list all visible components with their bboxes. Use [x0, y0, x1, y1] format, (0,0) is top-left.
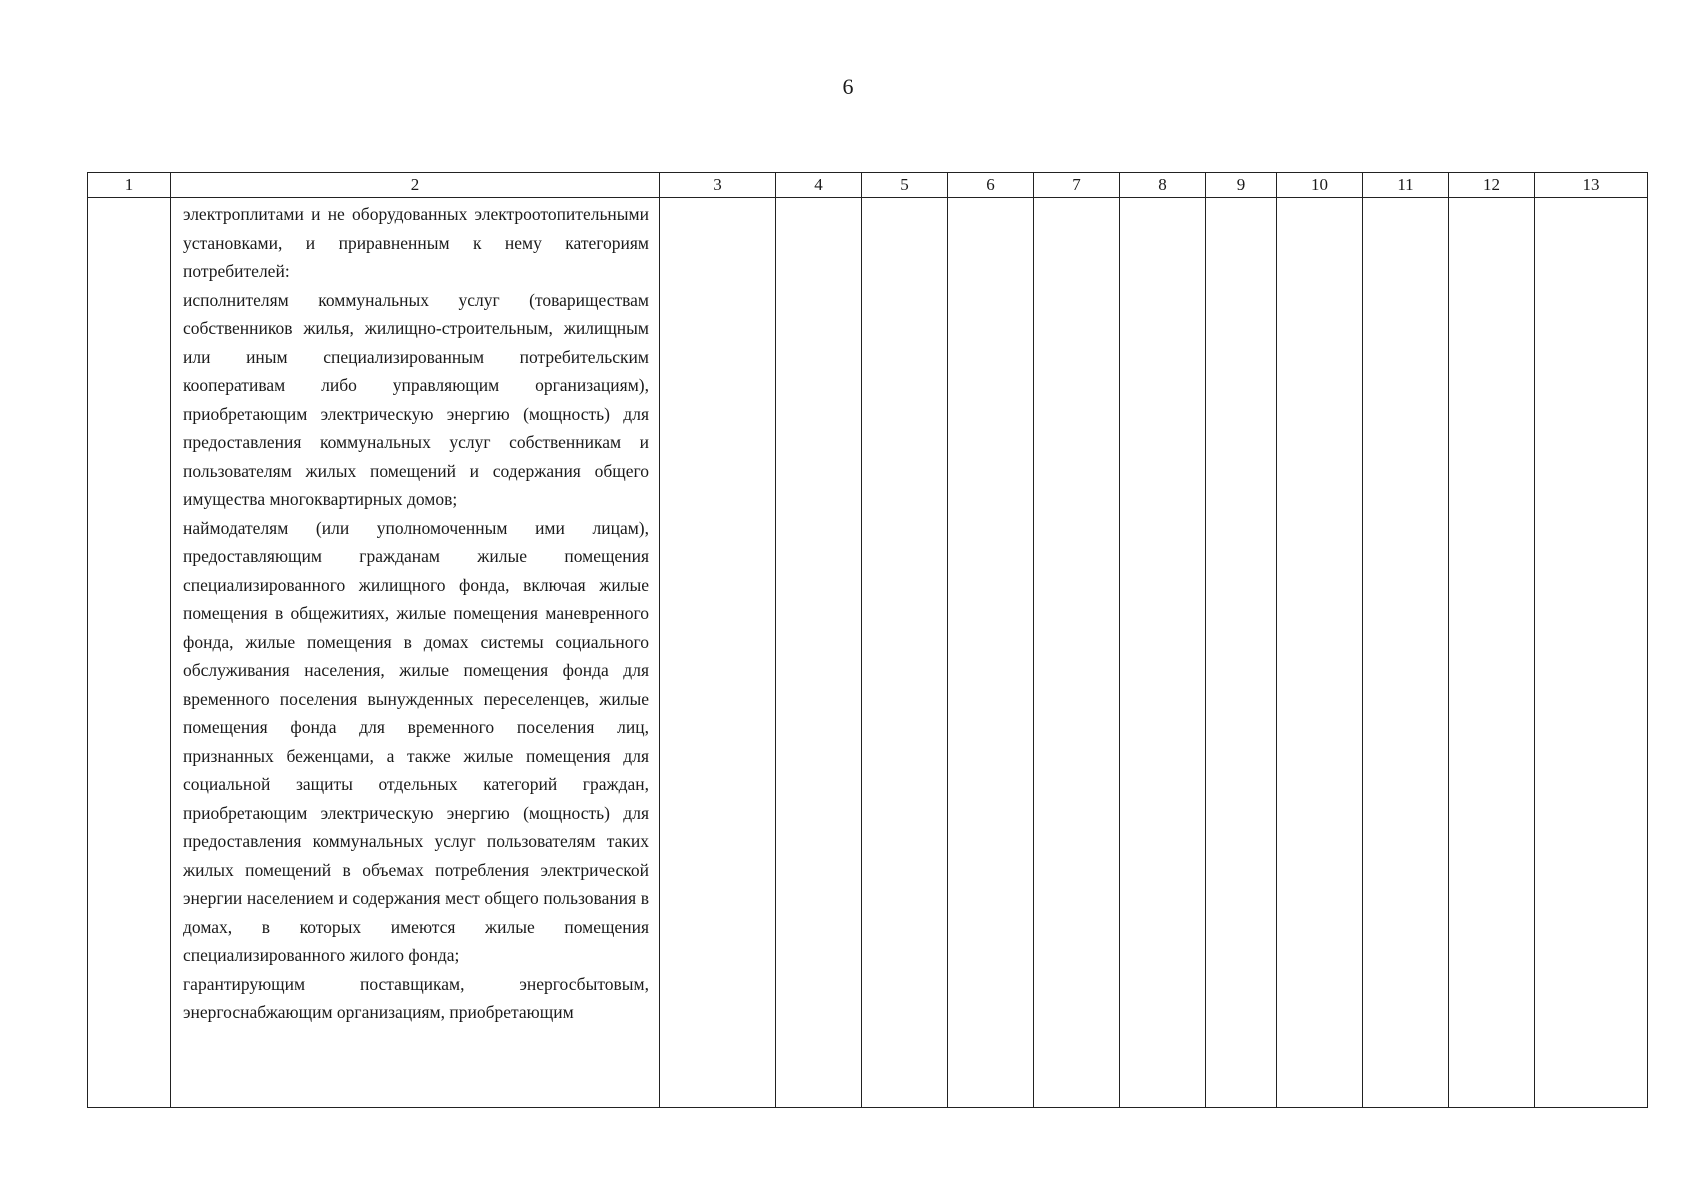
cell-col-6	[948, 198, 1034, 1108]
cell-col-1	[88, 198, 171, 1108]
column-number-header: 6	[948, 173, 1034, 198]
cell-col-13	[1535, 198, 1648, 1108]
tariff-table	[87, 172, 1648, 1108]
cell-col-10	[1277, 198, 1363, 1108]
description-paragraph: наймодателям (или уполномоченным ими лицам), предоставляющим гражданам жилые помещения специализированного жилищного фонда, включая жилые помещения в общежитиях, жилые помещения маневренного фонда, жилые помещения в домах системы социального обслуживания населения, жилые помещения фонда для временного поселения вынужденных переселенцев, жилые помещения фонда для временного поселения лиц, признанных беженцами, а также жилые помещения для социальной защиты отдельных категорий граждан, приобретающим электрическую энергию (мощность) для предоставления коммунальных услуг пользователям таких жилых помещений в объемах потребления электрической энергии населением и содержания мест общего пользования в домах, в которых имеются жилые помещения специализированного жилого фонда;	[183, 517, 649, 965]
cell-col-4	[776, 198, 862, 1108]
description-paragraph: гарантирующим поставщикам, энергосбытовым, энергоснабжающим организациям, приобретающим	[183, 973, 649, 1022]
table-header-row	[88, 173, 1648, 198]
cell-col-5	[862, 198, 948, 1108]
column-number-header: 10	[1277, 173, 1363, 198]
description-text	[171, 198, 659, 1027]
column-number-header: 1	[88, 173, 171, 198]
column-number-header: 11	[1363, 173, 1449, 198]
cell-col-9	[1206, 198, 1277, 1108]
cell-col-11	[1363, 198, 1449, 1108]
description-paragraph: электроплитами и не оборудованных электроотопительными установками, и приравненным к нему категориям потребителей:	[183, 204, 649, 281]
table-row	[88, 198, 1648, 1108]
cell-col-12	[1449, 198, 1535, 1108]
column-number-header: 8	[1120, 173, 1206, 198]
column-number-header: 4	[776, 173, 862, 198]
description-paragraph: исполнителям коммунальных услуг (товариществам собственников жилья, жилищно-строительным, жилищным или иным специализированным потребительским кооперативам либо управляющим организациям), приобретающим электрическую энергию (мощность) для предоставления коммунальных услуг собственникам и пользователям жилых помещений и содержания общего имущества многоквартирных домов;	[183, 289, 649, 509]
column-number-header: 12	[1449, 173, 1535, 198]
column-number-header: 3	[660, 173, 776, 198]
column-number-header: 2	[171, 173, 660, 198]
column-number-header: 7	[1034, 173, 1120, 198]
cell-col-2-description	[171, 198, 660, 1108]
column-number-header: 13	[1535, 173, 1648, 198]
cell-col-8	[1120, 198, 1206, 1108]
page-number: 6	[842, 74, 854, 99]
column-number-header: 5	[862, 173, 948, 198]
cell-col-3	[660, 198, 776, 1108]
column-number-header: 9	[1206, 173, 1277, 198]
cell-col-7	[1034, 198, 1120, 1108]
